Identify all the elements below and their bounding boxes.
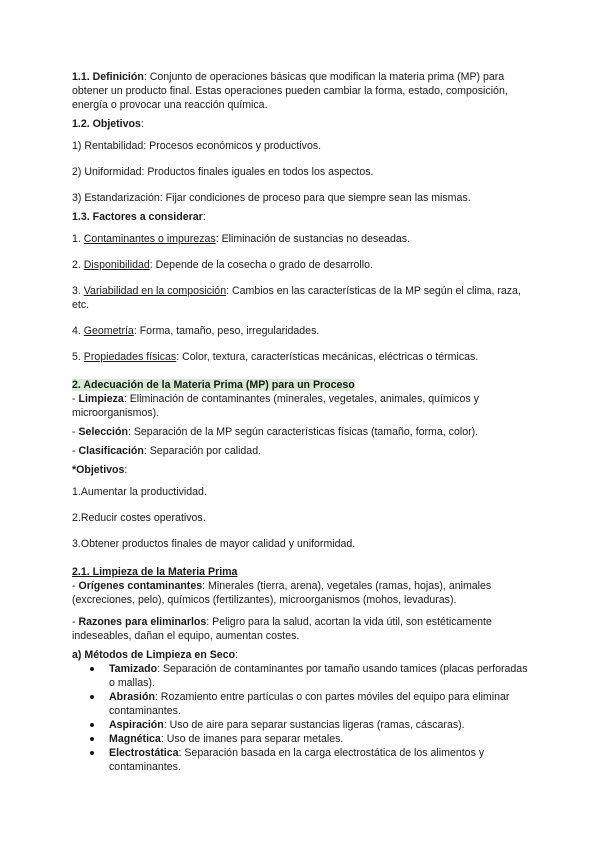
factors-heading-line: 1.3. Factores a considerar: bbox=[72, 211, 206, 223]
objectives-heading: 1.2. Objetivos bbox=[72, 118, 141, 130]
bullet-icon bbox=[90, 737, 94, 741]
bullet-icon bbox=[90, 695, 94, 699]
list-item: Electrostática: Separación basada en la carga electrostática de los alimentos y contaminantes. bbox=[72, 746, 532, 774]
factors-heading: 1.3. Factores a considerar bbox=[72, 211, 203, 223]
factor-term: Contaminantes o impurezas bbox=[83, 233, 216, 245]
section-2-1-heading: 2.1. Limpieza de la Materia Prima bbox=[72, 566, 238, 578]
adequacy-item: - Selección: Separación de la MP según características físicas (tamaño, forma, color). bbox=[72, 426, 479, 438]
dry-methods-heading: a) Métodos de Limpieza en Seco bbox=[72, 649, 236, 661]
objective-2-item: 2.Reducir costes operativos. bbox=[72, 512, 206, 524]
definition-paragraph bbox=[72, 70, 532, 112]
objectives-heading-line: 1.2. Objetivos: bbox=[72, 118, 144, 130]
factor-term: Variabilidad en la composición bbox=[83, 285, 227, 297]
factor-item: 4. Geometría: Forma, tamaño, peso, irregularidades. bbox=[72, 325, 320, 337]
factor-item: 3. Variabilidad en la composición: Cambios en las características de la MP según el clima, raza, etc. bbox=[72, 285, 521, 311]
objective-2-item: 3.Obtener productos finales de mayor calidad y uniformidad. bbox=[72, 538, 356, 550]
reasons-paragraph: - Razones para eliminarlos: Peligro para la salud, acortan la vida útil, son estéticamente indeseables, dañan el equipo, aumentan costes. bbox=[72, 616, 492, 642]
objectives-2-heading: *Objetivos bbox=[72, 464, 125, 476]
dry-methods-list bbox=[72, 662, 532, 774]
list-item: Tamizado: Separación de contaminantes por tamaño usando tamices (placas perforadas o mallas). bbox=[72, 662, 532, 690]
bullet-icon bbox=[90, 751, 94, 755]
adequacy-item: - Clasificación: Separación por calidad. bbox=[72, 445, 262, 457]
document-page bbox=[72, 70, 532, 774]
factor-term: Propiedades físicas bbox=[83, 351, 177, 363]
adequacy-item: - Limpieza: Eliminación de contaminantes (minerales, vegetales, animales, químicos y microorganismos). bbox=[72, 393, 479, 419]
section-2-heading-line bbox=[72, 378, 532, 392]
factor-item: 5. Propiedades físicas: Color, textura, características mecánicas, eléctricas o térmicas. bbox=[72, 351, 479, 363]
section-2-heading: 2. Adecuación de la Materia Prima (MP) para un Proceso bbox=[72, 379, 355, 391]
factor-term: Geometría bbox=[83, 325, 134, 337]
definition-text: : Conjunto de operaciones básicas que modifican la materia prima (MP) para obtener un producto final. Estas operaciones pueden cambiar la forma, estado, composición, energía o provocar una reacción química. bbox=[72, 71, 508, 111]
objective-item: 1) Rentabilidad: Procesos económicos y productivos. bbox=[72, 140, 322, 152]
factor-item: 2. Disponibilidad: Depende de la cosecha o grado de desarrollo. bbox=[72, 259, 373, 271]
origins-paragraph: - Orígenes contaminantes: Minerales (tierra, arena), vegetales (ramas, hojas), animales (excreciones, pelo), químicos (fertilizantes), microorganismos (mohos, levaduras). bbox=[72, 580, 492, 606]
list-item: Magnética: Uso de imanes para separar metales. bbox=[72, 732, 532, 746]
objectives-2-heading-line: *Objetivos: bbox=[72, 464, 128, 476]
bullet-icon bbox=[90, 667, 94, 671]
objective-item: 2) Uniformidad: Productos finales iguales en todos los aspectos. bbox=[72, 166, 374, 178]
definition-heading: 1.1. Definición bbox=[72, 71, 144, 83]
list-item: Aspiración: Uso de aire para separar sustancias ligeras (ramas, cáscaras). bbox=[72, 718, 532, 732]
objective-2-item: 1.Aumentar la productividad. bbox=[72, 486, 207, 498]
objective-item: 3) Estandarización: Fijar condiciones de proceso para que siempre sean las mismas. bbox=[72, 192, 471, 204]
list-item: Abrasión: Rozamiento entre partículas o con partes móviles del equipo para eliminar contaminantes. bbox=[72, 690, 532, 718]
bullet-icon bbox=[90, 723, 94, 727]
factor-term: Disponibilidad bbox=[83, 259, 150, 271]
dry-methods-heading-line: a) Métodos de Limpieza en Seco: bbox=[72, 649, 239, 661]
factor-item: 1. Contaminantes o impurezas: Eliminación de sustancias no deseadas. bbox=[72, 233, 411, 245]
